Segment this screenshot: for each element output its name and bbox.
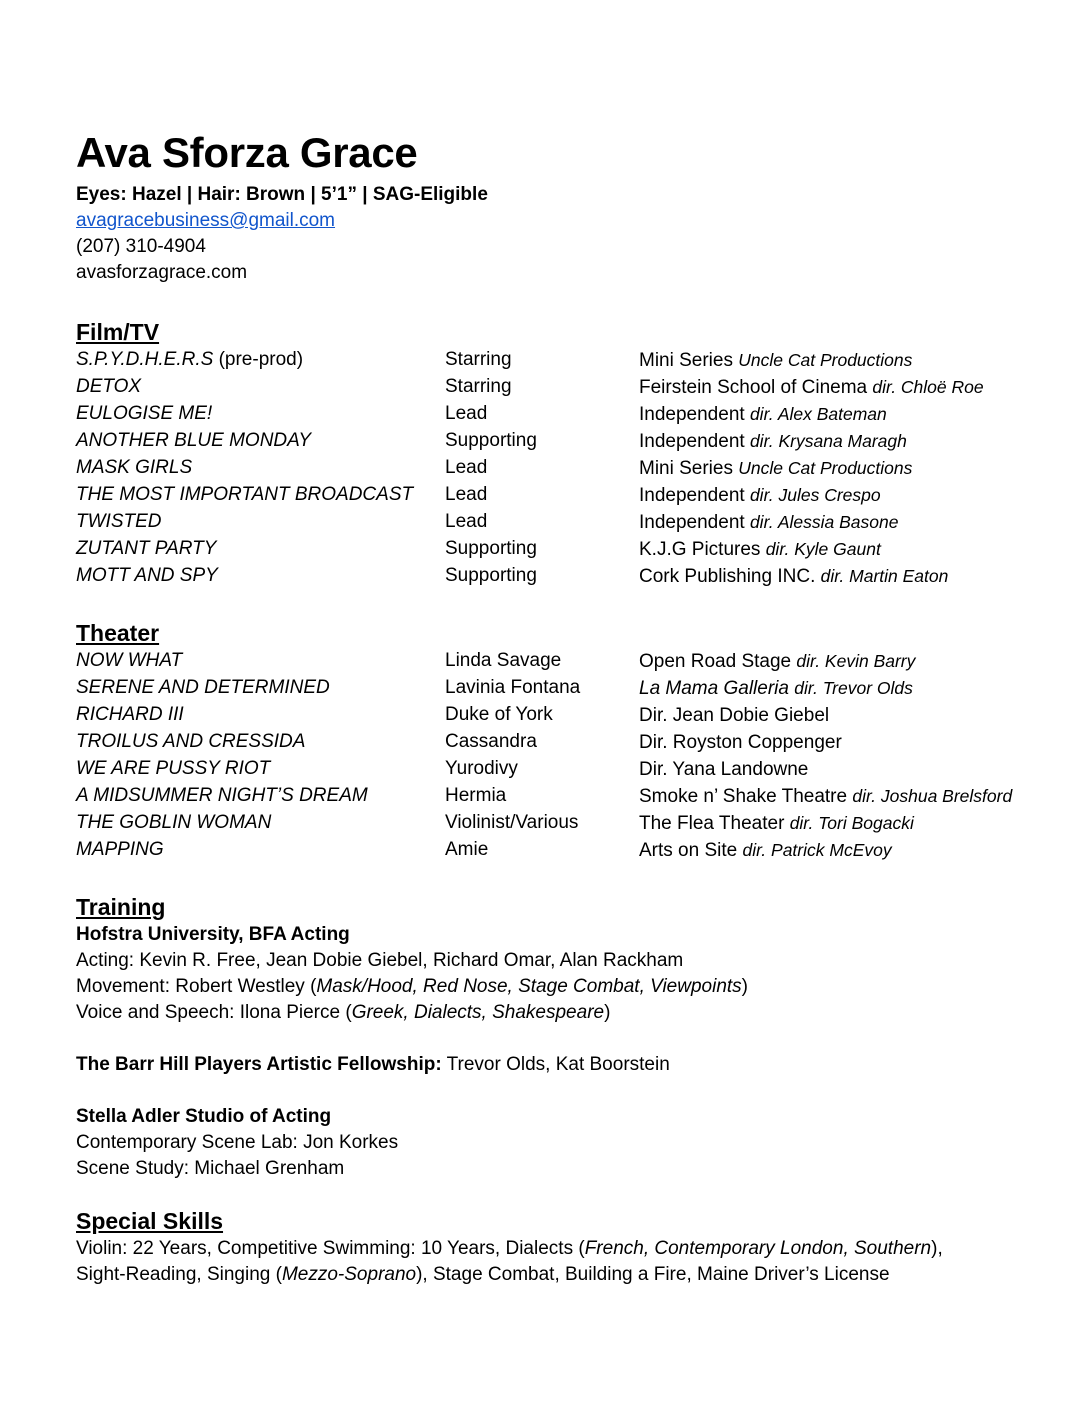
theater-credit-row [76, 729, 1066, 756]
theater-credit-row [76, 783, 1066, 810]
barr-hill-fellowship: The Barr Hill Players Artistic Fellowship: Trevor Olds, Kat Boorstein [76, 1054, 670, 1075]
credit-company: Independent dir. Alex Bateman [639, 404, 887, 425]
credit-company: Dir. Yana Landowne [639, 759, 809, 780]
credit-director: dir. Patrick McEvoy [742, 840, 892, 860]
hofstra-movement: Movement: Robert Westley (Mask/Hood, Red Nose, Stage Combat, Viewpoints) [76, 976, 748, 997]
hofstra-heading: Hofstra University, BFA Acting [76, 924, 350, 945]
credit-role: Lead [445, 403, 488, 424]
credit-title: MASK GIRLS [76, 457, 193, 478]
credit-company: Open Road Stage dir. Kevin Barry [639, 651, 916, 672]
credit-company: Dir. Jean Dobie Giebel [639, 705, 830, 726]
credit-role: Duke of York [445, 704, 553, 725]
credit-title: ZUTANT PARTY [76, 538, 217, 559]
credit-title: DETOX [76, 376, 142, 397]
credit-title: THE GOBLIN WOMAN [76, 812, 272, 833]
credit-role: Supporting [445, 538, 537, 559]
credit-role: Linda Savage [445, 650, 562, 671]
theater-credit-row [76, 648, 1066, 675]
email-link[interactable]: avagracebusiness@gmail.com [76, 210, 336, 231]
credit-director: dir. Alex Bateman [749, 404, 887, 424]
credit-role: Lead [445, 484, 488, 505]
film-tv-credits [76, 347, 1066, 590]
credit-director: dir. Krysana Maragh [749, 431, 907, 451]
credit-title: EULOGISE ME! [76, 403, 213, 424]
credit-role: Supporting [445, 565, 537, 586]
stella-scene-lab: Contemporary Scene Lab: Jon Korkes [76, 1132, 399, 1153]
credit-role: Supporting [445, 430, 537, 451]
film-tv-credit-row [76, 536, 1066, 563]
hofstra-acting: Acting: Kevin R. Free, Jean Dobie Giebel, Richard Omar, Alan Rackham [76, 950, 684, 971]
credit-title: A MIDSUMMER NIGHT’S DREAM [76, 785, 368, 806]
credit-title: MOTT AND SPY [76, 565, 218, 586]
film-tv-credit-row [76, 401, 1066, 428]
theater-credit-row [76, 702, 1066, 729]
credit-title: MAPPING [76, 839, 164, 860]
theater-credit-row [76, 837, 1066, 864]
credit-director: Uncle Cat Productions [738, 458, 913, 478]
credit-director: dir. Jules Crespo [749, 485, 881, 505]
credit-company: Arts on Site dir. Patrick McEvoy [639, 840, 892, 861]
physical-stats: Eyes: Hazel | Hair: Brown | 5’1” | SAG-Eligible [76, 184, 488, 205]
credit-role: Amie [445, 839, 489, 860]
credit-role: Lead [445, 457, 488, 478]
film-tv-credit-row [76, 482, 1066, 509]
film-tv-credit-row [76, 428, 1066, 455]
credit-director: dir. Kevin Barry [796, 651, 916, 671]
credit-director: dir. Kyle Gaunt [765, 539, 881, 559]
film-tv-credit-row [76, 563, 1066, 590]
theater-credit-row [76, 675, 1066, 702]
credit-director: dir. Alessia Basone [749, 512, 899, 532]
credit-director: Uncle Cat Productions [738, 350, 913, 370]
training-heading: Training [76, 894, 166, 920]
special-skills-heading: Special Skills [76, 1208, 224, 1234]
credit-title: WE ARE PUSSY RIOT [76, 758, 271, 779]
credit-role: Cassandra [445, 731, 537, 752]
credit-company: Independent dir. Jules Crespo [639, 485, 881, 506]
stella-scene-study: Scene Study: Michael Grenham [76, 1158, 345, 1179]
credit-company: Dir. Royston Coppenger [639, 732, 842, 753]
credit-director: dir. Chloë Roe [872, 377, 984, 397]
skills-line-2: Sight-Reading, Singing (Mezzo-Soprano), Stage Combat, Building a Fire, Maine Driver’s License [76, 1264, 890, 1285]
credit-director: dir. Martin Eaton [820, 566, 949, 586]
credit-title: TWISTED [76, 511, 162, 532]
credit-title: TROILUS AND CRESSIDA [76, 731, 306, 752]
credit-role: Lavinia Fontana [445, 677, 581, 698]
stella-adler-heading: Stella Adler Studio of Acting [76, 1106, 332, 1127]
resume-page [76, 128, 1066, 1288]
hofstra-voice: Voice and Speech: Ilona Pierce (Greek, Dialects, Shakespeare) [76, 1002, 611, 1023]
website: avasforzagrace.com [76, 262, 248, 283]
credit-role: Lead [445, 511, 488, 532]
credit-title: SERENE AND DETERMINED [76, 677, 330, 698]
credit-role: Violinist/Various [445, 812, 579, 833]
film-tv-heading: Film/TV [76, 319, 160, 345]
credit-company: The Flea Theater dir. Tori Bogacki [639, 813, 914, 834]
credit-role: Hermia [445, 785, 507, 806]
credit-company: K.J.G Pictures dir. Kyle Gaunt [639, 539, 881, 560]
credit-role: Yurodivy [445, 758, 518, 779]
credit-director: dir. Trevor Olds [794, 678, 913, 698]
credit-company: Smoke n’ Shake Theatre dir. Joshua Brelsford [639, 786, 1013, 807]
credit-company: Mini Series Uncle Cat Productions [639, 350, 913, 371]
credit-role: Starring [445, 376, 512, 397]
film-tv-credit-row [76, 455, 1066, 482]
credit-role: Starring [445, 349, 512, 370]
credit-company: Independent dir. Alessia Basone [639, 512, 899, 533]
credit-company: Independent dir. Krysana Maragh [639, 431, 907, 452]
credit-company: Cork Publishing INC. dir. Martin Eaton [639, 566, 949, 587]
credit-company: La Mama Galleria dir. Trevor Olds [639, 678, 913, 699]
skills-line-1: Violin: 22 Years, Competitive Swimming: 10 Years, Dialects (French, Contemporary London, Southern), [76, 1238, 943, 1259]
credit-title: NOW WHAT [76, 650, 183, 671]
theater-credit-row [76, 756, 1066, 783]
credit-company: Mini Series Uncle Cat Productions [639, 458, 913, 479]
credit-company: Feirstein School of Cinema dir. Chloë Roe [639, 377, 984, 398]
credit-director: dir. Tori Bogacki [789, 813, 914, 833]
credit-title: THE MOST IMPORTANT BROADCAST [76, 484, 414, 505]
credit-director: dir. Joshua Brelsford [852, 786, 1013, 806]
phone-number: (207) 310-4904 [76, 236, 206, 257]
film-tv-credit-row [76, 509, 1066, 536]
film-tv-credit-row [76, 374, 1066, 401]
theater-credit-row [76, 810, 1066, 837]
theater-heading: Theater [76, 620, 160, 646]
actor-name: Ava Sforza Grace [76, 129, 418, 176]
credit-title: S.P.Y.D.H.E.R.S (pre-prod) [76, 349, 304, 370]
credit-title: ANOTHER BLUE MONDAY [76, 430, 312, 451]
theater-credits [76, 648, 1066, 864]
credit-title: RICHARD III [76, 704, 184, 725]
film-tv-credit-row [76, 347, 1066, 374]
